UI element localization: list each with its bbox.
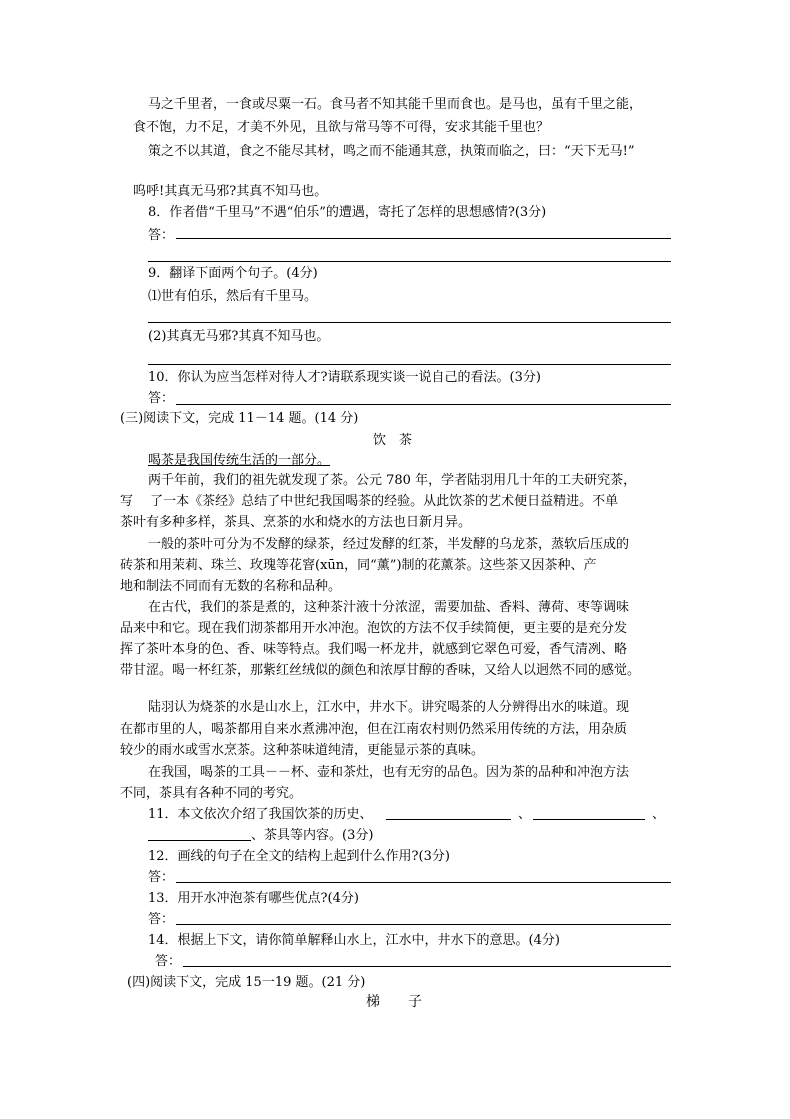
question-9: 9．翻译下面两个句子。(4分) [148,266,318,281]
s3-p4-line1: 陆羽认为烧茶的水是山水上，江水中，井水下。讲究喝茶的人分辨得出水的味道。现 [148,700,630,715]
answer-label-14: 答： [155,954,182,969]
underlined-sentence: 喝茶是我国传统生活的一部分。 [148,453,331,468]
section-3-heading: (三)阅读下文，完成 11－14 题。(14 分) [120,411,359,426]
fill-blank-11b[interactable] [533,819,645,820]
s3-p2-line3: 地和制法不同而有无数的名称和品种。 [120,579,342,594]
answer-label-8: 答： [148,228,175,243]
poem-p2-line2: 呜呼!其真无马邪?其真不知马也。 [133,184,328,199]
question-11-separator-1: 、 [518,807,532,822]
fill-blank-11c[interactable] [148,840,251,841]
s3-p5-line1: 在我国，喝茶的工具－－杯、壶和茶灶，也有无穷的品色。因为茶的品种和冲泡方法 [148,765,630,780]
s3-p5-line2: 不同，茶具有各种不同的考究。 [120,786,303,801]
answer-label-10: 答： [148,391,175,406]
s3-p2-line2: 砖茶和用茉莉、珠兰、玫瑰等花窨(xūn，同“薰”)制的花薰茶。这些茶又因茶种、产 [120,558,597,573]
question-11-part-a: 11．本文依次介绍了我国饮茶的历史、 [148,807,373,822]
answer-line-8a[interactable] [176,238,671,239]
question-8: 8．作者借“千里马”不遇“伯乐”的遭遇，寄托了怎样的思想感情?(3分) [148,205,547,220]
answer-line-14[interactable] [183,966,671,967]
fill-blank-11a[interactable] [386,819,511,820]
answer-line-12[interactable] [176,882,671,883]
question-11-separator-2: 、 [652,807,666,822]
answer-line-13[interactable] [176,924,671,925]
s3-p2-line1: 一般的茶叶可分为不发酵的绿茶，经过发酵的红茶，半发酵的乌龙茶，蒸软后压成的 [148,537,630,552]
poem-p1-line2: 食不饱，力不足，才美不外见，且欲与常马等不可得，安求其能千里也？ [133,120,550,135]
question-10: 10．你认为应当怎样对待人才?请联系现实谈一说自己的看法。(3分) [148,370,541,385]
section-3-title: 饮 茶 [373,433,413,448]
s3-p4-line3: 较少的雨水或雪水烹茶。这种茶味道纯清，更能显示茶的真味。 [120,743,485,758]
s3-p1-line2: 写 了一本《茶经》总结了中世纪我国喝茶的经验。从此饮茶的艺术便日益精进。不单 [120,494,619,509]
section-4-heading: (四)阅读下文，完成 15一19 题。(21 分) [127,975,366,990]
s3-p3-line4: 带甘涩。喝一杯红茶，那紫红丝绒似的颜色和浓厚甘醇的香味，又给人以迥然不同的感觉。 [120,663,641,678]
question-13: 13．用开水冲泡茶有哪些优点?(4分) [148,891,359,906]
s3-p3-line3: 挥了茶叶本身的色、香、味等特点。我们喝一杯龙井，就感到它翠色可爱，香气清冽、略 [120,642,628,657]
s3-p3-line1: 在古代，我们的茶是煮的，这种茶汁液十分浓涩，需要加盐、香料、薄荷、枣等调味 [148,600,630,615]
question-9-sentence-1: ⑴世有伯乐，然后有千里马。 [148,289,318,304]
answer-label-13: 答： [148,912,175,927]
s3-p4-line2: 在都市里的人，喝茶都用自来水煮沸冲泡，但在江南农村则仍然采用传统的方法，用杂质 [120,722,628,737]
question-9-sentence-2: (2)其真无马邪?其真不知马也。 [148,329,330,344]
question-14: 14．根据上下文，请你简单解释山水上，江水中，井水下的意思。(4分) [148,933,560,948]
answer-line-10[interactable] [176,404,671,405]
s3-p1-line1: 两千年前，我们的祖先就发现了茶。公元 780 年，学者陆羽用几十年的工夫研究茶， [148,473,637,488]
answer-line-8b[interactable] [148,261,671,262]
poem-p2-line1: 策之不以其道，食之不能尽其材，鸣之而不能通其意，执策而临之，曰：“天下无马!” [148,144,635,159]
question-11-part-b: 、茶具等内容。(3分) [251,828,374,843]
poem-p1-line1: 马之千里者，一食或尽粟一石。食马者不知其能千里而食也。是马也，虽有千里之能， [148,97,643,112]
section-4-title: 梯 子 [366,994,422,1010]
question-12: 12．画线的句子在全文的结构上起到什么作用?(3分) [148,849,450,864]
s3-p1-line3: 茶叶有多种多样，茶具、烹茶的水和烧水的方法也日新月异。 [120,515,472,530]
answer-line-9b[interactable] [148,364,671,365]
answer-line-9a[interactable] [148,322,671,323]
answer-label-12: 答： [148,870,175,885]
s3-p3-line2: 品来中和它。现在我们沏茶都用开水冲泡。泡饮的方法不仅手续简便，更主要的是充分发 [120,621,628,636]
